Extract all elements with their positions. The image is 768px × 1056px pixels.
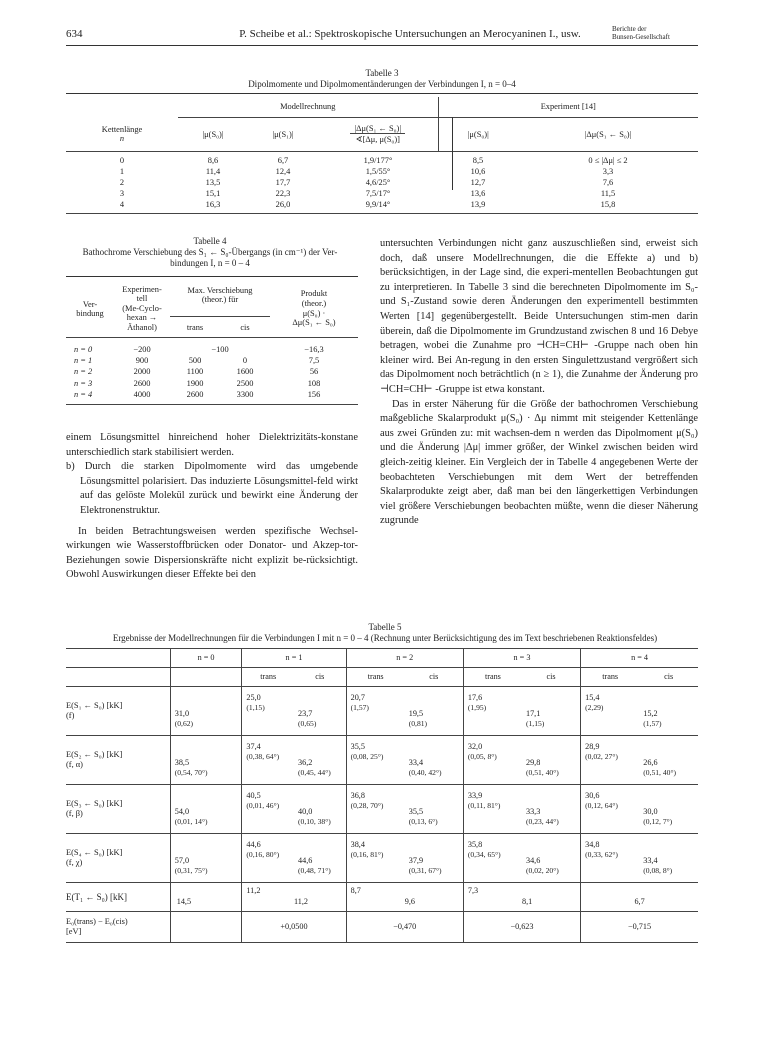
table5-cell-n0	[170, 785, 242, 834]
table5-cell-n1-cis-energy: 44,6	[298, 856, 313, 865]
table4-col-prod-1: Produkt	[300, 289, 328, 299]
table5-cell-n3-trans-osc: (0,34, 65°)	[467, 850, 501, 859]
table4-col-prod-2: (theor.)	[301, 298, 327, 308]
table5-title: Ergebnisse der Modellrechnungen für die Verbindungen I mit n = 0 – 4 (Rechnung unter Berücksichtigung des im Text beschriebenen Reaktionsfeldes)	[112, 633, 658, 643]
table5-cell-n0-osc: (0,01, 14°)	[174, 817, 208, 826]
table4-cell-trans: −100	[211, 344, 229, 354]
table4-cell-prod: 108	[307, 378, 321, 388]
table4-col-cis: cis	[220, 317, 270, 338]
table3-row	[66, 199, 698, 210]
table5-cell-n1-cis-osc: (0,10, 38°)	[298, 817, 331, 826]
table5-cell-n4-trans	[581, 834, 640, 883]
table5-cell-n2-trans-osc: (1,57)	[350, 703, 369, 712]
table5-n2-cis: cis	[429, 672, 439, 681]
table5-cell-n4-cis-energy: 33,4	[643, 856, 658, 865]
table4	[66, 280, 358, 405]
table4-row	[66, 389, 358, 400]
table4-col-ver	[66, 280, 114, 338]
table4-label: Tabelle 4	[193, 236, 227, 246]
table5-cell-n4-trans-osc: (0,33, 62°)	[585, 850, 618, 859]
table5-cell-n3-trans-osc: (1,95)	[467, 703, 487, 712]
table5-row	[66, 736, 698, 785]
table5-cell-n0	[170, 687, 242, 736]
table5-t1-n2-trans: 8,7	[346, 883, 405, 912]
table5-cell-n1-trans-energy: 44,6	[246, 840, 261, 849]
table4-cell-n: n = 1	[74, 356, 93, 366]
table5-cell-n2-trans-energy: 36,8	[350, 791, 365, 800]
right-paragraph-2: Das in erster Näherung für die Größe der bathochromen Verschiebung maßgebliche Skalarprodukt μ(S₀) · Δμ nimmt mit steigender Kettenlänge aus zwei Gründen zu: mit wachsen-dem n werden das Dipolmoment μ(S₀) und die Änderung |Δμ| immer größer, der Winkel zwischen beiden wird gleich-zeitig kleiner. Ein Vergleich der in Tabelle 4 angegebenen Werte der beobachteten Verschiebungen mit dem Wert der betreffenden Skalarprodukte zeigt aber, daß man bei den längerkettigen Verbindungen viel größere Verschiebungen beobachten müßte, wenn die dieser Näherung zugrunde	[380, 398, 698, 527]
table5-cell-n1-trans-osc: (1,15)	[246, 703, 265, 712]
table5-cell-n3-cis-osc: (1,15)	[525, 719, 545, 728]
table5-e-label	[66, 912, 170, 943]
table5-cell-n3-trans	[463, 736, 522, 785]
table3-cell-mu-s1: 17,7	[275, 178, 291, 187]
table4-row	[66, 355, 358, 366]
table4-cell-cis: 0	[242, 356, 248, 366]
table5-cell-n4-cis-energy: 15,2	[643, 709, 658, 718]
table3-cell-exp-mu-s0: 12,7	[470, 178, 486, 187]
table4-col-exp-2: tell	[136, 294, 148, 304]
table3	[66, 97, 698, 214]
table5-cell-n4-cis-osc: (0,08, 8°)	[643, 866, 673, 875]
table3-col-dmu	[318, 117, 438, 151]
table3-col-exp-mu-s0: |μ(S₀)|	[438, 117, 518, 151]
table5-cell-n4-cis-osc: (1,57)	[643, 719, 662, 728]
table5-cell-n1-cis-energy: 40,0	[298, 807, 313, 816]
table5-cell-n4-trans-osc: (0,02, 27°)	[585, 752, 618, 761]
table5-row-label-1: E(S₄ ← S₀) [kK]	[66, 848, 123, 857]
table5-cell-n1-cis-energy: 36,2	[298, 758, 313, 767]
table4-cell-exp: 2600	[133, 378, 151, 388]
table3-row	[66, 177, 698, 188]
table5-cell-n4-trans-energy: 15,4	[585, 693, 600, 702]
table5-cell-n1-trans-energy: 25,0	[246, 693, 261, 702]
table4-cell-trans: 1100	[186, 367, 204, 377]
table5-cell-n2-cis	[405, 785, 464, 834]
table5-t1-n2-cis: 9,6	[404, 897, 415, 906]
table3-cell-dmu: 1,9/177°	[363, 156, 393, 165]
table4-title-1: Bathochrome Verschiebung des S₁ ← S₀-Übergangs (in cm⁻¹) der Ver-	[82, 247, 338, 257]
table5-cell-n4-cis-energy: 26,6	[643, 758, 658, 767]
table5-cell-n1-cis	[294, 834, 346, 883]
table5-cell-n4-trans-osc: (0,12, 64°)	[585, 801, 618, 810]
table3-col-chain-1: Kettenlänge	[101, 124, 143, 134]
table4-cell-trans: 1900	[186, 378, 204, 388]
table4-cell-exp: 4000	[133, 390, 151, 400]
table3-cell-mu-s0: 15,1	[205, 189, 221, 198]
table3-group-exp: Experiment [14]	[438, 97, 698, 117]
table5-cell-n1-cis	[294, 687, 346, 736]
table4-top-rule	[66, 276, 358, 277]
table5-cell-n4-cis	[639, 785, 698, 834]
table5-cell-n3-cis-osc: (0,51, 40°)	[525, 768, 559, 777]
table5-cell-n0	[170, 834, 242, 883]
table3-cell-n: 4	[119, 200, 125, 209]
journal-line-1: Berichte der	[612, 25, 647, 33]
table5-cell-n1-trans	[242, 834, 294, 883]
table5-t1-n3-cis: 8,1	[521, 897, 533, 906]
journal-name	[612, 25, 670, 41]
table5-e-label-1: E₀(trans) − E₀(cis)	[66, 917, 128, 926]
table5-col-n2: n = 2	[346, 649, 463, 668]
table5-e-n4: −0,715	[581, 912, 698, 943]
table5-t1-n4: 6,7	[581, 883, 698, 912]
table5-row	[66, 785, 698, 834]
table5-cell-n2-cis-energy: 35,5	[408, 807, 424, 816]
table3-exp-divider	[452, 117, 453, 190]
table5-n3-trans: trans	[463, 668, 522, 687]
table5-cell-n3-trans-energy: 32,0	[467, 742, 483, 751]
table5-row-label	[66, 785, 170, 834]
table5-cell-n2-cis	[405, 687, 464, 736]
table5-row	[66, 834, 698, 883]
table5-cell-n3-trans-energy: 17,6	[467, 693, 483, 702]
table5-cell-n0	[170, 736, 242, 785]
table3-cell-mu-s0: 11,4	[205, 167, 221, 176]
right-paragraph-1: untersuchten Verbindungen nicht ganz auszuschließen sind, erweist sich doch, daß unsere Modellrechnungen, die die Effekte a) und b) berücksichtigen, in der Lage sind, die experi-mentellen Beobachtungen gut zu interpretieren. In Tabelle 3 sind die berechneten Dipolmomente im S₀- und S₁-Zustand sowie deren Änderungen den experimentell bestimmten Werten [14] gegenübergestellt. Beide Untersuchungen stim-men darin überein, daß die Dipolmomente im Grundzustand zwischen 8 und 16 Debye betragen, wobei die Zunahme pro ⊣CH=CH⊢ -Gruppe nach oben hin kleiner wird. Bei An-regung in den ersten Singulettzustand vergrößert sich das Dipolmoment noch beträchtlich (n ≥ 1), die Zunahme der Änderung pro ⊣CH=CH⊢ -Gruppe ist etwa konstant.	[380, 238, 698, 395]
table5-t1-n3-trans: 7,3	[463, 883, 522, 912]
table3-label: Tabelle 3	[365, 68, 399, 78]
table5-cell-n1-cis-osc: (0,65)	[298, 719, 317, 728]
table5-cell-n3-cis-energy: 33,3	[525, 807, 541, 816]
table5-e-label-2: [eV]	[66, 927, 82, 936]
table5-cell-n4-trans	[581, 687, 640, 736]
table3-col-chain	[66, 117, 178, 151]
table5	[66, 648, 698, 943]
table5-row-label-2: (f, χ)	[66, 858, 83, 867]
table5-cell-n1-trans-energy: 37,4	[246, 742, 261, 751]
table5-cell-n2-trans	[346, 785, 405, 834]
table3-cell-exp-dmu: 0 ≤ |Δμ| ≤ 2	[588, 156, 628, 165]
table3-cell-exp-dmu: 3,3	[602, 167, 614, 176]
table5-cell-n4-cis	[639, 736, 698, 785]
table5-cell-n0-osc: (0,62)	[174, 719, 194, 728]
table5-row-label-2: (f, β)	[66, 809, 83, 818]
table4-col-prod	[270, 280, 358, 338]
table5-cell-n0-osc: (0,54, 70°)	[174, 768, 208, 777]
table5-row-label-1: E(S₃ ← S₀) [kK]	[66, 799, 123, 808]
table5-t1-n1-cis: 11,2	[294, 897, 309, 906]
table4-cell-cis: 2500	[236, 378, 254, 388]
table4-col-max-1: Max. Verschiebung	[187, 286, 253, 295]
table5-cell-n3-cis-osc: (0,02, 20°)	[525, 866, 559, 875]
table5-cell-n3-trans-osc: (0,05, 8°)	[467, 752, 497, 761]
table5-row-label	[66, 834, 170, 883]
table3-group-model: Modellrechnung	[280, 102, 336, 112]
table5-cell-n3-trans-energy: 33,9	[467, 791, 483, 800]
table5-cell-n3-cis-energy: 29,8	[525, 758, 541, 767]
running-title: P. Scheibe et al.: Spektroskopische Untersuchungen an Merocyaninen I., usw.	[239, 28, 581, 40]
table5-cell-n2-cis-osc: (0,13, 6°)	[408, 817, 438, 826]
table5-col-n0: n = 0	[170, 649, 242, 668]
table5-t1-n1-trans: 11,2	[242, 883, 294, 912]
table3-cell-mu-s0: 13,5	[205, 178, 221, 187]
table4-row	[66, 378, 358, 389]
table5-col-n1: n = 1	[242, 649, 346, 668]
table4-cell-trans: 500	[188, 356, 202, 366]
table3-row	[66, 188, 698, 199]
table4-cell-n: n = 3	[74, 378, 93, 388]
table5-cell-n1-cis-energy: 23,7	[298, 709, 313, 718]
table3-caption	[66, 68, 698, 90]
table5-n4-cis: cis	[664, 672, 674, 681]
table5-cell-n4-cis-energy: 30,0	[643, 807, 658, 816]
table4-cell-prod: 7,5	[308, 356, 320, 366]
table5-cell-n1-cis-osc: (0,45, 44°)	[298, 768, 331, 777]
table3-col-exp-dmu: |Δμ(S₁ ← S₀)|	[518, 117, 698, 151]
table3-cell-mu-s0: 8,6	[207, 156, 219, 165]
journal-line-2: Bunsen-Gesellschaft	[612, 33, 670, 41]
table3-col-mu-s1: |μ(S₁)|	[248, 117, 318, 151]
table4-col-exp	[114, 280, 170, 338]
table5-cell-n1-trans	[242, 785, 294, 834]
table3-cell-mu-s1: 6,7	[277, 156, 289, 165]
table3-cell-mu-s1: 26,0	[275, 200, 291, 209]
table3-cell-n: 0	[119, 156, 125, 165]
table5-cell-n2-cis-osc: (0,31, 67°)	[408, 866, 442, 875]
table5-cell-n2-trans	[346, 687, 405, 736]
table4-cell-exp: 2000	[133, 367, 151, 377]
table5-cell-n2-cis-energy: 37,9	[408, 856, 424, 865]
table5-col-n3: n = 3	[463, 649, 580, 668]
left-paragraph-3: In beiden Betrachtungsweisen werden spezifische Wechsel-wirkungen wie Wasserstoffbrücken oder Donator- und Akzep-tor-Beziehungen sowie Dispersionskräfte nicht explizit be-rücksichtigt. Obwohl Auswirkungen dieser Effekte bei den	[66, 525, 358, 581]
table5-cell-n3-trans	[463, 834, 522, 883]
header-rule	[66, 45, 698, 46]
table5-cell-n3-cis-osc: (0,23, 44°)	[525, 817, 559, 826]
table5-e-n3: −0,623	[463, 912, 580, 943]
table4-col-max	[170, 280, 270, 317]
table5-cell-n4-cis	[639, 834, 698, 883]
table4-col-prod-3: μ(S₀) ·	[302, 308, 326, 318]
left-column-text	[66, 431, 358, 583]
left-paragraph-1: einem Lösungsmittel hinreichend hoher Dielektrizitäts-konstane unterschiedlich stark stabilisiert werden.	[66, 432, 358, 458]
table5-cell-n2-trans-energy: 35,5	[350, 742, 365, 751]
table5-cell-n3-trans	[463, 785, 522, 834]
table5-row	[66, 687, 698, 736]
table5-cell-n3-cis	[522, 687, 581, 736]
table4-col-trans: trans	[170, 317, 220, 338]
table5-cell-n3-cis	[522, 785, 581, 834]
table4-col-max-2: (theor.) für	[201, 295, 239, 304]
page-number: 634	[66, 28, 83, 40]
table5-e-n2: −0,470	[346, 912, 463, 943]
table4-col-prod-4: Δμ(S₁ ← S₀)	[292, 318, 336, 328]
table4-cell-n: n = 2	[74, 367, 93, 377]
table5-row-label	[66, 736, 170, 785]
table5-cell-n1-trans-energy: 40,5	[246, 791, 261, 800]
table3-cell-exp-mu-s0: 13,6	[470, 189, 486, 198]
table5-cell-n4-trans-osc: (2,29)	[585, 703, 604, 712]
table5-caption	[40, 622, 730, 644]
table4-cell-cis: 1600	[236, 367, 254, 377]
table3-cell-dmu: 9,9/14°	[365, 200, 391, 209]
table5-cell-n2-trans-osc: (0,28, 70°)	[350, 801, 384, 810]
table4-cell-prod: 56	[309, 367, 319, 377]
table3-cell-dmu: 1,5/55°	[365, 167, 391, 176]
table3-cell-exp-dmu: 15,8	[600, 200, 616, 209]
table4-cell-exp: 900	[135, 356, 149, 366]
table5-t1-n0: 14,5	[170, 883, 242, 912]
table5-cell-n1-trans-osc: (0,16, 80°)	[246, 850, 280, 859]
right-column-text	[380, 237, 698, 529]
table5-cell-n0-energy: 54,0	[174, 807, 190, 816]
table5-n1-trans: trans	[242, 668, 294, 687]
table5-cell-n4-trans-energy: 30,6	[585, 791, 600, 800]
table5-cell-n2-trans-energy: 38,4	[350, 840, 365, 849]
table5-cell-n3-cis-energy: 17,1	[525, 709, 541, 718]
table5-row-label	[66, 687, 170, 736]
table5-cell-n0-energy: 57,0	[174, 856, 190, 865]
table5-cell-n4-cis-osc: (0,51, 40°)	[643, 768, 677, 777]
table5-cell-n3-cis-energy: 34,6	[525, 856, 541, 865]
table4-cell-prod: −16,3	[304, 344, 324, 354]
table5-cell-n3-cis	[522, 834, 581, 883]
table5-cell-n2-cis-energy: 33,4	[408, 758, 424, 767]
table5-n1-cis: cis	[315, 672, 325, 681]
table5-cell-n2-cis-osc: (0,81)	[408, 719, 428, 728]
table3-cell-exp-mu-s0: 8,5	[472, 156, 484, 165]
table4-col-ver-1: Ver-	[82, 299, 98, 309]
table3-cell-mu-s1: 22,3	[275, 189, 291, 198]
table5-cell-n2-trans-osc: (0,16, 81°)	[350, 850, 384, 859]
table5-n4-trans: trans	[581, 668, 640, 687]
table5-cell-n2-trans-osc: (0,08, 25°)	[350, 752, 384, 761]
table5-row-label-1: E(S₂ ← S₀) [kK]	[66, 750, 123, 759]
table5-cell-n2-cis	[405, 834, 464, 883]
table5-cell-n1-trans-osc: (0,01, 46°)	[246, 801, 280, 810]
table3-cell-exp-mu-s0: 13,9	[470, 200, 486, 209]
table5-cell-n4-trans-energy: 34,8	[585, 840, 600, 849]
table4-title-2: bindungen I, n = 0 – 4	[170, 258, 250, 268]
table4-col-exp-1: Experimen-	[122, 284, 162, 294]
table4-cell-exp: −200	[133, 344, 151, 354]
table3-cell-dmu: 7,5/17°	[365, 189, 391, 198]
table5-cell-n3-trans-energy: 35,8	[467, 840, 483, 849]
table5-label: Tabelle 5	[368, 622, 402, 632]
table3-cell-n: 1	[119, 167, 125, 176]
table5-e-n1: +0,0500	[242, 912, 346, 943]
table5-cell-n1-trans-osc: (0,38, 64°)	[246, 752, 280, 761]
table5-col-n4: n = 4	[581, 649, 698, 668]
table5-cell-n2-cis-energy: 19,5	[408, 709, 424, 718]
table3-cell-mu-s1: 12,4	[275, 167, 291, 176]
table3-col-mu-s0: |μ(S₀)|	[178, 117, 248, 151]
left-paragraph-2: b) Durch die starken Dipolmomente wird das umgebende Lösungsmittel polarisiert. Das induzierte Lösungsmittel-feld wirkt auf das gelöste Molekül zurück und bewirkt eine Änderung der Elektronenstruktur.	[66, 461, 358, 516]
table4-col-exp-3: (Me-Cyclo-	[122, 303, 162, 313]
table5-cell-n1-cis-osc: (0,48, 71°)	[298, 866, 331, 875]
table5-row-label-2: (f, α)	[66, 760, 83, 769]
table5-cell-n3-trans	[463, 687, 522, 736]
table4-row	[66, 344, 358, 355]
table5-cell-n2-cis	[405, 736, 464, 785]
table3-row	[66, 166, 698, 177]
table5-cell-n1-trans	[242, 736, 294, 785]
table4-col-exp-5: Äthanol)	[127, 322, 157, 332]
table5-cell-n2-trans-energy: 20,7	[350, 693, 365, 702]
table4-row	[66, 366, 358, 377]
table5-cell-n3-cis	[522, 736, 581, 785]
table3-cell-exp-dmu: 7,6	[602, 178, 614, 187]
table3-col-dmu-1: |Δμ(S₁ ← S₀)|	[350, 124, 405, 134]
table5-cell-n4-cis-osc: (0,12, 7°)	[643, 817, 673, 826]
table5-cell-n2-trans	[346, 834, 405, 883]
table4-cell-prod: 156	[307, 390, 321, 400]
table4-cell-cis: 3300	[236, 390, 254, 400]
table5-cell-n1-trans	[242, 687, 294, 736]
table5-cell-n2-cis-osc: (0,40, 42°)	[408, 768, 442, 777]
table3-cell-dmu: 4,6/25°	[365, 178, 391, 187]
table3-row	[66, 155, 698, 166]
table4-caption	[60, 236, 360, 269]
table5-cell-n4-cis	[639, 687, 698, 736]
table5-n3-cis: cis	[546, 672, 556, 681]
table4-cell-trans: 2600	[186, 390, 204, 400]
table4-cell-n: n = 0	[74, 344, 93, 354]
table3-col-dmu-2: ∢[Δμ, μ(S₀)]	[355, 135, 400, 144]
table5-cell-n1-cis	[294, 785, 346, 834]
table3-col-chain-2: n	[119, 133, 125, 143]
table5-cell-n4-trans	[581, 785, 640, 834]
table3-cell-mu-s0: 16,3	[205, 200, 221, 209]
table5-cell-n0-energy: 38,5	[174, 758, 190, 767]
table5-cell-n3-trans-osc: (0,11, 81°)	[467, 801, 501, 810]
table3-cell-n: 3	[119, 189, 125, 198]
table3-cell-n: 2	[119, 178, 125, 187]
table3-cell-exp-mu-s0: 10,6	[470, 167, 486, 176]
table3-cell-exp-dmu: 11,5	[600, 189, 616, 198]
table5-t1-label: E(T₁ ← S₀) [kK]	[66, 892, 128, 902]
table5-cell-n4-trans-energy: 28,9	[585, 742, 600, 751]
table4-cell-n: n = 4	[74, 390, 93, 400]
table5-cell-n1-cis	[294, 736, 346, 785]
table5-cell-n0-osc: (0,31, 75°)	[174, 866, 208, 875]
table4-col-exp-4: hexan →	[126, 313, 158, 323]
table3-title: Dipolmomente und Dipolmomentänderungen der Verbindungen I, n = 0–4	[248, 79, 516, 89]
table5-cell-n4-trans	[581, 736, 640, 785]
table5-n2-trans: trans	[346, 668, 405, 687]
table5-row-label-1: E(S₁ ← S₀) [kK]	[66, 701, 123, 710]
table4-col-ver-2: bindung	[76, 308, 104, 318]
table3-top-rule	[66, 93, 698, 94]
table5-cell-n0-energy: 31,0	[174, 709, 190, 718]
table5-row-label-2: (f)	[66, 711, 75, 720]
table5-cell-n2-trans	[346, 736, 405, 785]
